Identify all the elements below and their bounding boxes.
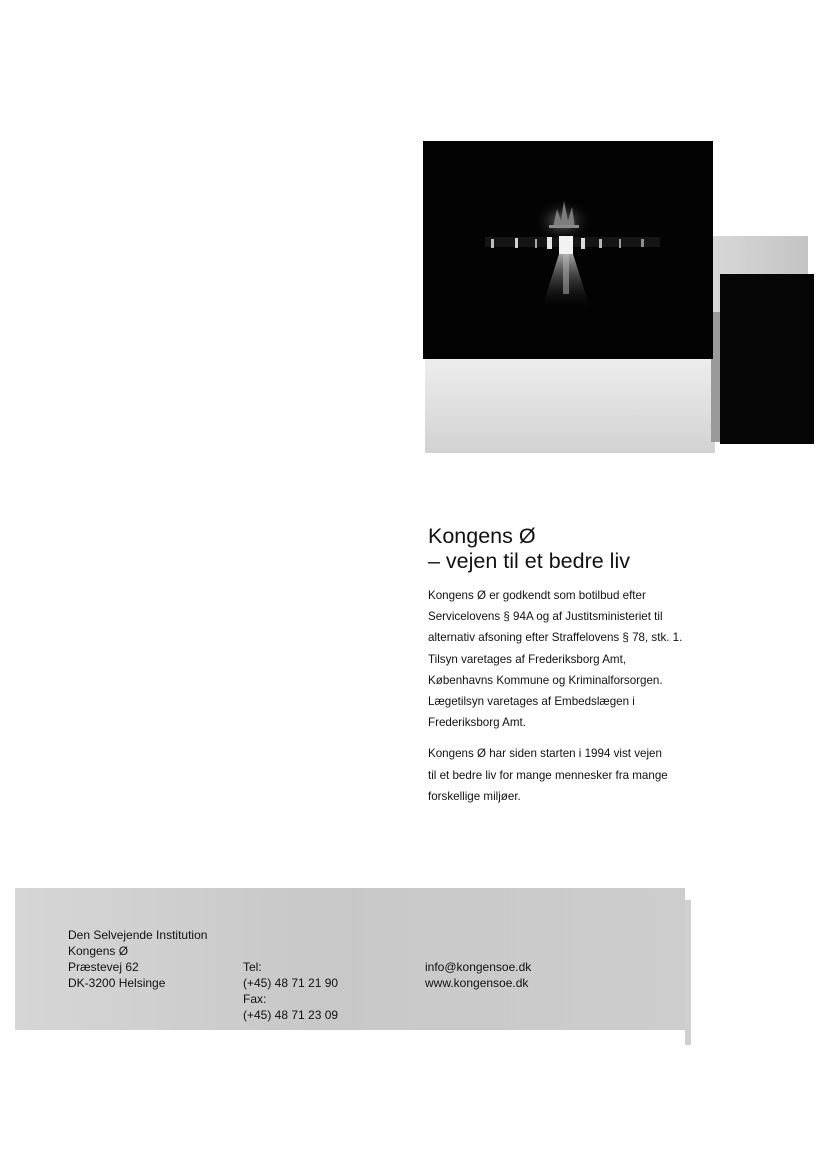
footer-band-edge xyxy=(685,900,691,1045)
footer-phone-block xyxy=(243,959,338,1023)
article-body xyxy=(428,585,728,817)
article-title-line: Kongens Ø xyxy=(428,524,536,548)
paragraph-line: Kongens Ø er godkendt som botilbud efter xyxy=(428,589,646,602)
paragraph-line: Tilsyn varetages af Frederiksborg Amt, xyxy=(428,652,627,666)
paragraph-line: Servicelovens § 94A og af Justitsministeriet til xyxy=(428,610,663,624)
tel-row xyxy=(243,959,338,991)
address-line: Kongens Ø xyxy=(68,944,129,958)
fax-label: Fax: xyxy=(243,992,267,1006)
gray-photo-bottom xyxy=(425,355,715,453)
address-line: DK-3200 Helsinge xyxy=(68,976,166,990)
article-paragraph-approval xyxy=(428,585,728,733)
paragraph-line: Københavns Kommune og Kriminalforsorgen. xyxy=(428,673,663,687)
dark-interior-photo xyxy=(423,141,713,359)
paragraph-line: alternativ afsoning efter Straffelovens § 78, stk. 1. xyxy=(428,631,683,645)
tel-number[interactable]: (+45) 48 71 21 90 xyxy=(243,976,339,990)
website-link[interactable]: www.kongensoe.dk xyxy=(425,976,529,990)
interior-photo-graphic xyxy=(423,141,713,359)
address-line: Den Selvejende Institution xyxy=(68,928,208,942)
paragraph-line: forskellige miljøer. xyxy=(428,789,521,803)
tel-label: Tel: xyxy=(243,960,262,974)
paragraph-line: Frederiksborg Amt. xyxy=(428,716,526,730)
dark-photo-right xyxy=(720,274,814,444)
address-line: Præstevej 62 xyxy=(68,960,139,974)
footer-address xyxy=(68,927,207,991)
paragraph-line: til et bedre liv for mange mennesker fra mange xyxy=(428,768,668,782)
paragraph-line: Lægetilsyn varetages af Embedslægen i xyxy=(428,695,635,709)
article-title xyxy=(428,524,630,574)
email-link[interactable]: info@kongensoe.dk xyxy=(425,960,532,974)
article-subtitle-line: – vejen til et bedre liv xyxy=(428,549,630,573)
fax-number: (+45) 48 71 23 09 xyxy=(243,1008,339,1022)
article-paragraph-history xyxy=(428,743,728,807)
fax-row xyxy=(243,991,338,1023)
footer-online-block xyxy=(425,959,531,991)
paragraph-line: Kongens Ø har siden starten i 1994 vist vejen xyxy=(428,747,662,761)
